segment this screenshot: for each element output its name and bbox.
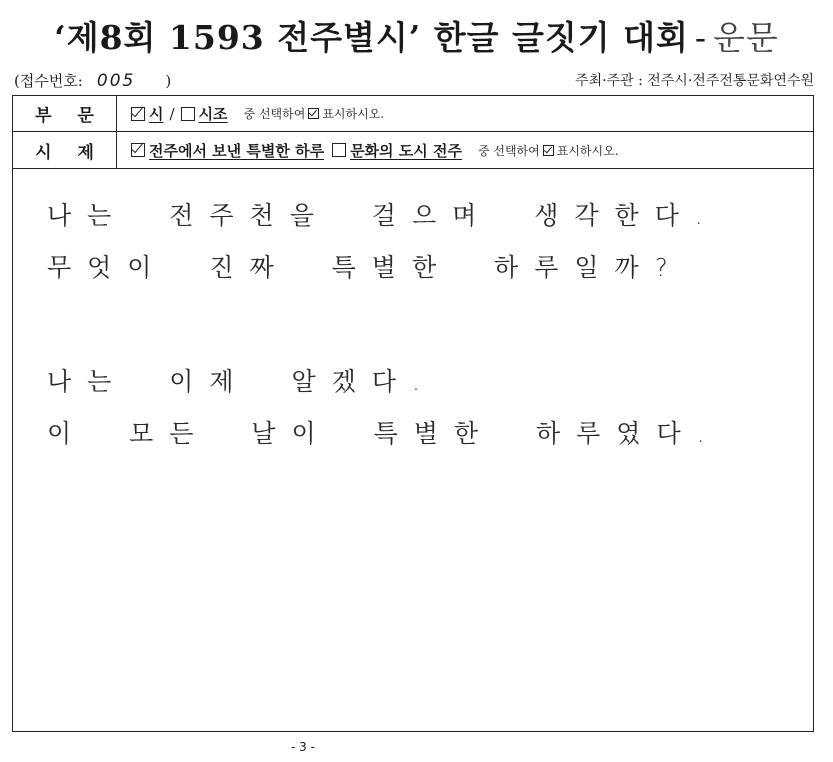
title-text: ‘제8회 1593 전주별시’ 한글 글짓기 대회 <box>54 18 689 57</box>
title-category: 운문 <box>713 18 779 57</box>
topic-instruction <box>478 142 619 159</box>
sijo-option[interactable]: 시조 <box>198 105 228 123</box>
receipt-number-value: 005 <box>96 71 136 91</box>
genre-label: 부 문 <box>13 96 117 131</box>
sijo-checkbox[interactable] <box>181 107 195 121</box>
receipt-label: (접수번호: <box>14 72 83 90</box>
genre-instruction-tail: 표시하시오. <box>322 107 385 121</box>
page-number: - 3 - <box>291 740 315 754</box>
topic-1-checkbox[interactable] <box>131 143 145 157</box>
poem-line: 나는 전주천을 걸으며 생각한다. <box>47 201 719 230</box>
topic-instruction-tail: 표시하시오. <box>556 143 619 158</box>
check-mark-icon <box>308 108 319 119</box>
poem-line: 나는 이제 알겠다. <box>47 367 436 396</box>
topic-1-option[interactable]: 전주에서 보낸 특별한 하루 <box>149 141 325 160</box>
organizer: 주최·주관 : 전주시·전주전통문화연수원 <box>575 73 814 89</box>
title-dash: - <box>694 18 708 57</box>
poem-line: 이 모든 날이 특별한 하루였다. <box>47 419 721 448</box>
topic-row <box>13 132 813 169</box>
check-mark-icon <box>543 145 554 156</box>
topic-label: 시 제 <box>13 132 117 168</box>
genre-row <box>13 96 813 132</box>
meta-row <box>14 70 814 92</box>
genre-options <box>117 103 384 124</box>
topic-options <box>117 140 619 161</box>
topic-2-checkbox[interactable] <box>332 143 346 157</box>
option-separator: / <box>169 104 175 123</box>
topic-2-option[interactable]: 문화의 도시 전주 <box>350 141 462 160</box>
genre-instruction <box>244 105 385 122</box>
poem-option[interactable]: 시 <box>149 105 164 123</box>
handwritten-poem <box>47 190 721 460</box>
topic-instruction-text: 중 선택하여 <box>477 143 540 158</box>
receipt-close: ) <box>165 72 172 90</box>
poem-line: 무엇이 진짜 특별한 하루일까? <box>47 253 684 282</box>
contest-title <box>0 12 833 59</box>
genre-instruction-text: 중 선택하여 <box>243 107 306 121</box>
receipt-number <box>14 70 171 91</box>
poem-checkbox[interactable] <box>131 107 145 121</box>
